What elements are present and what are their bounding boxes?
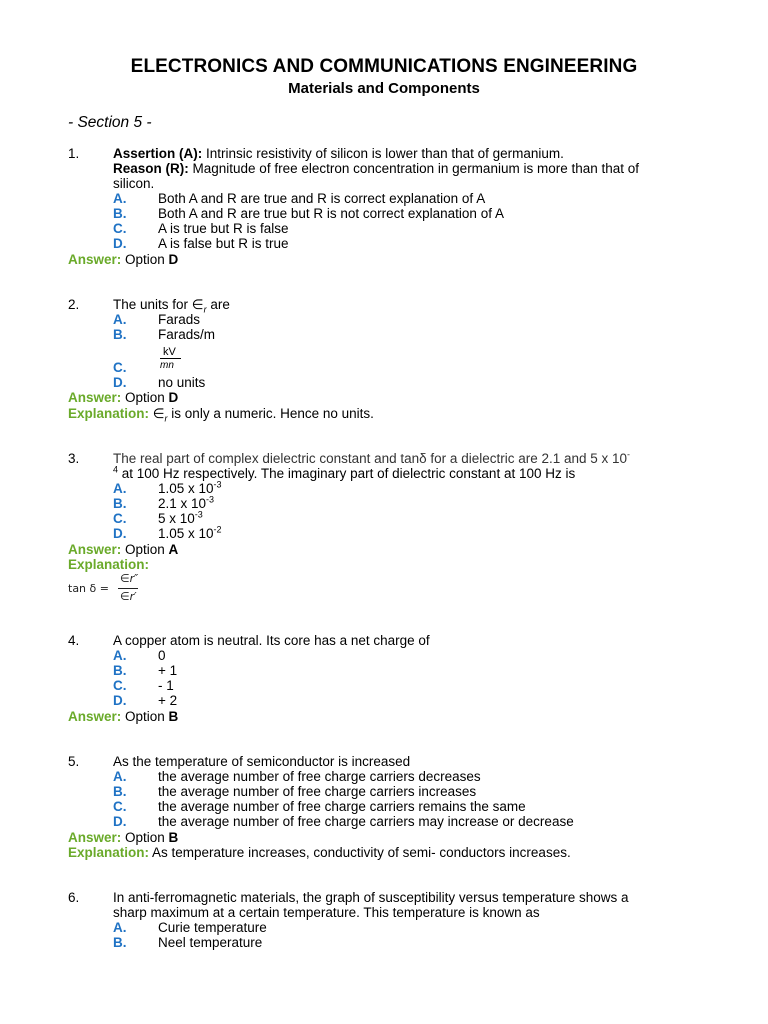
epsilon-symbol: ∈ [191, 297, 204, 312]
question-reason-cont: silicon. [113, 176, 155, 191]
option-text: A is true but R is false [158, 221, 289, 236]
answer-label: Answer: [68, 830, 122, 845]
page-subtitle: Materials and Components [288, 80, 480, 97]
reason-label: Reason (R): [113, 161, 189, 176]
answer-text: Option [121, 542, 169, 557]
question-text: In anti-ferromagnetic materials, the graph of susceptibility versus temperature shows a [113, 890, 629, 905]
option-text: Farads/m [158, 327, 216, 342]
question-text-pre: The units for [113, 297, 192, 312]
option-text: + 1 [158, 663, 178, 678]
explanation-line [68, 406, 374, 427]
answer-text: Option [121, 709, 169, 724]
option-base: 1.05 x 10 [158, 481, 214, 496]
question-number: 4. [68, 633, 80, 648]
option-letter: D. [113, 693, 127, 708]
option-text: 0 [158, 648, 166, 663]
option-text: - 1 [158, 678, 174, 693]
assertion-label: Assertion (A): [113, 146, 203, 161]
option-letter: B. [113, 206, 127, 221]
option-text: the average number of free charge carriers remains the same [158, 799, 526, 814]
answer-label: Answer: [68, 709, 122, 724]
explanation-label: Explanation: [68, 406, 150, 421]
question-number: 6. [68, 890, 80, 905]
question-superscript: - [627, 449, 631, 460]
formula-bar [118, 588, 138, 589]
option-text [158, 496, 214, 511]
option-text: + 2 [158, 693, 178, 708]
question-text: As the temperature of semiconductor is increased [113, 754, 411, 769]
assertion-text: Intrinsic resistivity of silicon is lower than that of germanium. [202, 146, 564, 161]
option-letter: D. [113, 814, 127, 829]
option-letter: A. [113, 920, 127, 935]
question-text-post: are [206, 297, 230, 312]
option-letter: B. [113, 784, 127, 799]
epsilon-subscript: r [203, 304, 207, 315]
option-text: Both A and R are true and R is correct explanation of A [158, 191, 486, 206]
question-number: 1. [68, 146, 80, 161]
option-text: Both A and R are true but R is not correct explanation of A [158, 206, 504, 221]
explanation-label: Explanation: [68, 845, 150, 860]
question-text-cont [113, 466, 575, 481]
option-letter: A. [113, 481, 127, 496]
answer-line [68, 830, 178, 845]
fraction-numerator: kV [163, 346, 176, 358]
option-exponent: -3 [213, 479, 222, 490]
option-letter: A. [113, 312, 127, 327]
option-text: no units [158, 375, 206, 390]
option-letter: A. [113, 769, 127, 784]
section-heading: - Section 5 - [68, 114, 152, 131]
option-exponent: -2 [213, 524, 222, 535]
answer-label: Answer: [68, 252, 122, 267]
option-letter: C. [113, 678, 127, 693]
question-superscript: 4 [113, 464, 119, 475]
answer-text: Option [121, 390, 169, 405]
option-letter: C. [113, 799, 127, 814]
explanation-label: Explanation: [68, 557, 150, 572]
reason-text: Magnitude of free electron concentration in germanium is more than that of [188, 161, 640, 176]
option-letter: C. [113, 360, 127, 375]
option-letter: D. [113, 236, 127, 251]
explanation-text: As temperature increases, conductivity of semi- conductors increases. [149, 845, 571, 860]
answer-option: D [168, 252, 179, 267]
formula-lhs: tan δ = [68, 582, 109, 595]
explanation-line [68, 845, 571, 860]
answer-label: Answer: [68, 390, 122, 405]
explanation-line [68, 557, 149, 572]
option-letter: A. [113, 648, 127, 663]
question-reason [113, 161, 639, 176]
formula-numerator: ∈r″ [120, 572, 139, 585]
option-letter: B. [113, 663, 127, 678]
option-base: 1.05 x 10 [158, 526, 214, 541]
option-letter: C. [113, 221, 127, 236]
question-assertion [113, 146, 564, 161]
question-line-2: at 100 Hz respectively. The imaginary part of dielectric constant at 100 Hz is [118, 466, 576, 481]
answer-line [68, 390, 178, 405]
answer-option: D [168, 390, 179, 405]
formula-denominator: ∈r′ [120, 590, 137, 603]
option-letter: B. [113, 935, 127, 950]
answer-text: Option [121, 830, 169, 845]
option-text: A is false but R is true [158, 236, 289, 251]
explanation-text: is only a numeric. Hence no units. [167, 406, 374, 421]
option-text [158, 526, 222, 541]
option-text: the average number of free charge carriers decreases [158, 769, 481, 784]
option-text: Neel temperature [158, 935, 263, 950]
option-text [158, 511, 203, 526]
question-number: 2. [68, 297, 80, 312]
epsilon-subscript: r [164, 413, 168, 424]
answer-option: B [168, 709, 179, 724]
answer-option: B [168, 830, 179, 845]
option-text: the average number of free charge carriers increases [158, 784, 477, 799]
option-exponent: -3 [194, 509, 203, 520]
fraction-denominator: mn [160, 360, 174, 371]
question-text [113, 451, 630, 466]
question-number: 5. [68, 754, 80, 769]
option-letter: D. [113, 375, 127, 390]
answer-option: A [168, 542, 179, 557]
question-text: A copper atom is neutral. Its core has a net charge of [113, 633, 430, 648]
question-text-cont: sharp maximum at a certain temperature. This temperature is known as [113, 905, 540, 920]
answer-text: Option [121, 252, 169, 267]
epsilon-symbol: ∈ [152, 406, 165, 421]
option-exponent: -3 [206, 494, 215, 505]
answer-line [68, 542, 178, 557]
question-line-1: The real part of complex dielectric constant and tanδ for a dielectric are 2.1 and 5 x 10 [113, 451, 628, 466]
option-letter: C. [113, 511, 127, 526]
option-letter: B. [113, 327, 127, 342]
fraction-bar [160, 358, 181, 359]
option-text: the average number of free charge carriers may increase or decrease [158, 814, 574, 829]
option-letter: D. [113, 526, 127, 541]
option-base: 2.1 x 10 [158, 496, 207, 511]
question-number: 3. [68, 451, 80, 466]
page-title: ELECTRONICS AND COMMUNICATIONS ENGINEERING [130, 56, 638, 77]
answer-line [68, 252, 178, 267]
option-text: Curie temperature [158, 920, 267, 935]
option-letter: A. [113, 191, 127, 206]
option-base: 5 x 10 [158, 511, 195, 526]
answer-line [68, 709, 178, 724]
option-letter: B. [113, 496, 127, 511]
option-text: Farads [158, 312, 201, 327]
answer-label: Answer: [68, 542, 122, 557]
